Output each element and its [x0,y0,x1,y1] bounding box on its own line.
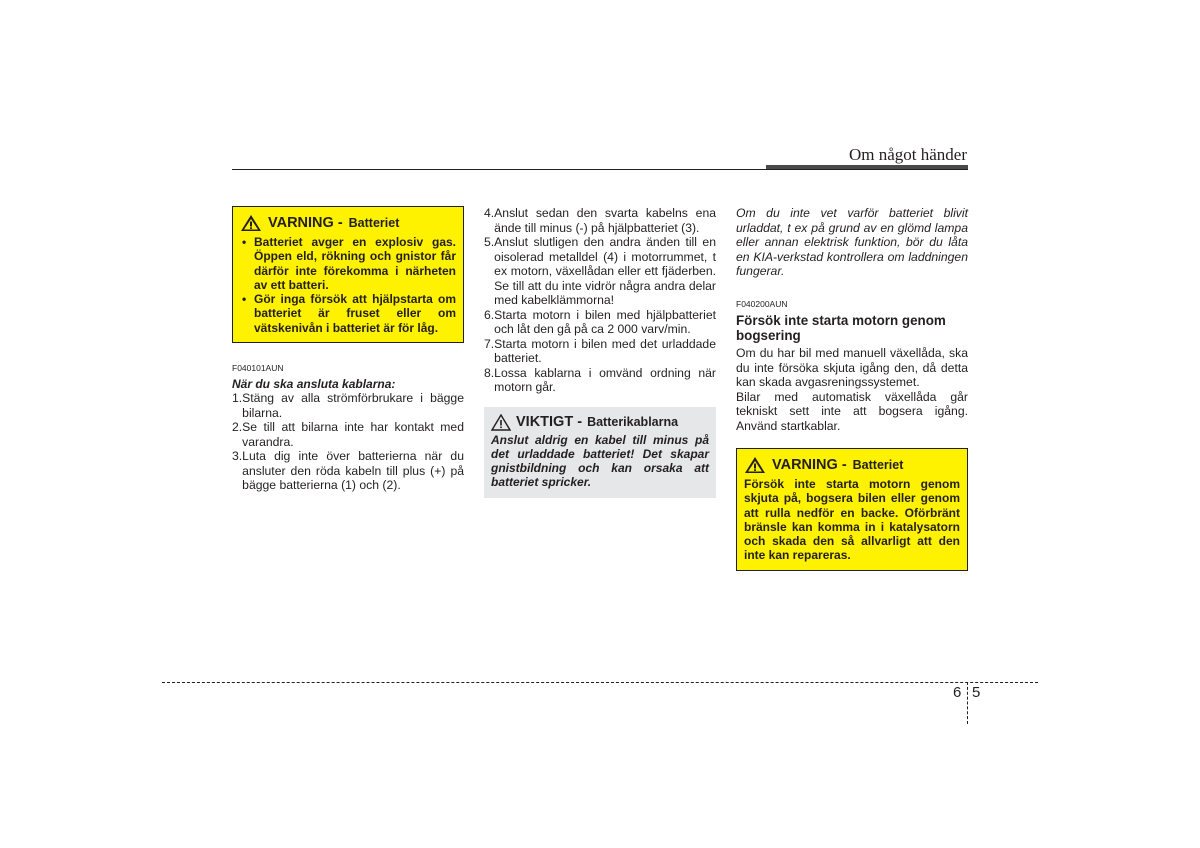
step-item [232,449,464,493]
warning-label: VARNING - [268,214,343,231]
warning-list [240,235,456,335]
step-number: 1. [232,391,243,406]
subheading: När du ska ansluta kablarna: [232,376,396,391]
step-text: Anslut sedan den svarta kabelns ena ände till minus (-) på hjälpbatteriet (3). [494,206,716,235]
step-number: 7. [484,336,495,351]
warning-box-towing [736,448,968,571]
footer-rule [162,682,1038,683]
step-number: 8. [484,365,495,380]
step-text: Se till att bilarna inte har kontakt med varandra. [242,420,464,449]
body-paragraph: Om du har bil med manuell växellåda, ska du inte försöka skjuta igång den, då detta kan skada avgasreningssystemet. [736,346,968,389]
step-item [484,206,716,235]
step-item [484,235,716,308]
notice-label: VIKTIGT - [516,413,583,430]
caution-triangle-icon [491,414,511,431]
warning-triangle-icon [744,456,766,474]
step-number: 2. [232,420,243,435]
step-item [232,420,464,449]
warning-text: Försök inte starta motorn genom skjuta på, bogsera bilen eller genom att rulla nedför en backe. Oförbränt bränsle kan komma in i katalysatorn och skada den så allvarligt att den inte kan repareras. [744,477,960,563]
step-number: 5. [484,235,495,249]
step-text: Starta motorn i bilen med hjälpbatteriet och låt den gå på ca 2 000 varv/min. [494,307,716,336]
step-list [232,391,464,493]
warning-heading [240,214,456,232]
column-1 [232,206,464,493]
column-2 [484,206,716,498]
footer-divider [967,682,968,724]
reference-code: F040101AUN [232,363,284,374]
warning-item: • Batteriet avger en explosiv gas. Öppen eld, rökning och gnistor får därför inte förekomma i närheten av ett batteri. [240,235,456,292]
warning-item: • Gör inga försök att hjälpstarta om batteriet är fruset eller om vätskenivån i batteriet är för låg. [240,292,456,335]
warning-box-battery [232,206,464,343]
step-text: Luta dig inte över batterierna när du ansluter den röda kabeln till plus (+) på bägge batterierna (1) och (2). [242,449,464,493]
notice-subject: Batterikablarna [587,414,679,429]
warning-triangle-icon [240,214,262,232]
header-rule [232,169,968,170]
page-number: 5 [972,684,981,701]
notice-text: Anslut aldrig en kabel till minus på det urladdade batteriet! Det skapar gnistbildning och kan orsaka att batteriet spricker. [491,432,709,490]
warning-label: VARNING - [772,456,847,473]
warning-subject: Batteriet [852,457,904,472]
step-number: 4. [484,206,495,220]
warning-subject: Batteriet [348,215,400,230]
warning-heading [744,456,960,474]
reference-code: F040200AUN [736,298,788,309]
intro-paragraph: Om du inte vet varför batteriet blivit urladdat, t ex på grund av en glömd lampa eller annan elektrisk funktion, bör du låta en KIA-verkstad kontrollera om laddningen fungerar. [736,206,968,278]
notice-box-cables [484,407,716,498]
step-item [232,391,464,420]
section-title: Om något händer [848,145,967,164]
body-paragraph: Bilar med automatisk växellåda går tekniskt sett inte att bogsera igång. Använd startkablar. [736,389,968,433]
step-text: Anslut slutligen den andra änden till en oisolerad metalldel (4) i motorrummet, t ex motorn, växellådan eller ett fjäderben. Se till att du inte vidrör några andra delar med kabelklämmorna! [494,235,716,307]
step-number: 3. [232,449,243,464]
section-heading: Försök inte starta motorn genom bogsering [736,313,946,343]
notice-heading [491,414,709,431]
step-text: Starta motorn i bilen med det urladdade batteriet. [494,336,716,365]
step-item [484,308,716,337]
step-text: Lossa kablarna i omvänd ordning när motorn går. [494,365,716,394]
step-item [484,366,716,395]
step-item [484,337,716,366]
step-list [484,206,716,395]
step-text: Stäng av alla strömförbrukare i bägge bilarna. [242,391,464,420]
chapter-number: 6 [953,684,962,701]
step-number: 6. [484,307,495,322]
column-3 [736,206,968,571]
